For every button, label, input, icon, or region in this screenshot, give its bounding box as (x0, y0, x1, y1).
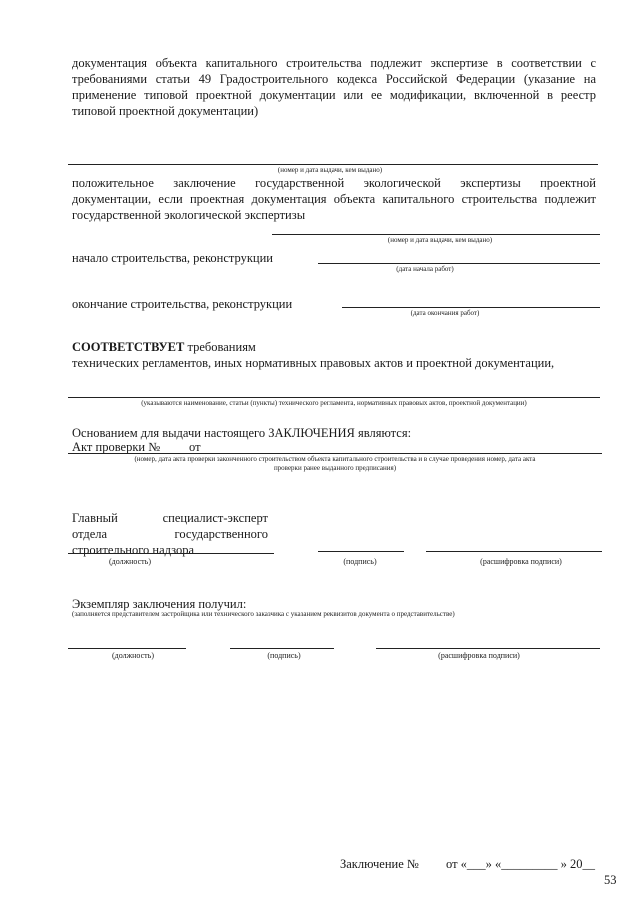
caption-expertise: (номер и дата выдачи, кем выдано) (277, 166, 383, 174)
footer-date: от «___» «_________ » 20__ (446, 857, 596, 871)
caption-complies: (указываются наименование, статьи (пункты) технического регламента, нормативных правовых актов, проектной документации) (141, 399, 527, 407)
complies-line-2: технических регламентов, иных нормативных правовых актов и проектной документации, (72, 356, 555, 370)
complies-line-1 (72, 339, 256, 355)
label-start: начало строительства, реконструкции (72, 251, 273, 265)
basis-title: Основанием для выдачи настоящего ЗАКЛЮЧЕНИЯ являются: (72, 426, 412, 440)
text-line: положительное заключение государственной экологической экспертизы проектной (72, 176, 596, 190)
text-line: государственной экологической экспертизы (72, 208, 306, 222)
caption-end: (дата окончания работ) (410, 309, 480, 317)
blank-line-end[interactable] (342, 307, 600, 308)
receiver-title: Экземпляр заключения получил: (72, 597, 247, 611)
signer-position-block (72, 510, 268, 558)
paragraph-ecology (72, 175, 596, 223)
signer-position-line[interactable] (68, 553, 274, 554)
caption-signer-signature: (подпись) (343, 557, 377, 566)
caption-receiver-decode: (расшифровка подписи) (438, 651, 520, 660)
caption-basis-2: проверки ранее выданного предписания) (273, 464, 397, 472)
receiver-position-line[interactable] (68, 648, 186, 649)
text-line: документации, если проектная документация объекта капитального строительства подлежит (72, 192, 596, 206)
blank-line-expertise[interactable] (68, 164, 598, 165)
caption-ecology: (номер и дата выдачи, кем выдано) (387, 236, 493, 244)
text-line: типовой проектной документации) (72, 104, 259, 118)
blank-line-ecology[interactable] (272, 234, 600, 235)
complies-keyword: СООТВЕТСТВУЕТ (72, 340, 185, 354)
signer-decode-line[interactable] (426, 551, 602, 552)
label-end: окончание строительства, реконструкции (72, 297, 293, 311)
signer-word-3: отдела (72, 527, 108, 541)
signer-word-2: специалист-эксперт (162, 511, 268, 525)
blank-line-complies[interactable] (68, 397, 600, 398)
blank-line-basis[interactable] (68, 453, 602, 454)
caption-signer-decode: (расшифровка подписи) (480, 557, 562, 566)
blank-line-start[interactable] (318, 263, 600, 264)
caption-start: (дата начала работ) (396, 265, 454, 273)
page-number: 53 (604, 873, 617, 887)
caption-receiver-position: (должность) (112, 651, 154, 660)
signer-word-4: государственного (174, 527, 268, 541)
signer-word-5: строительного надзора (72, 543, 195, 557)
caption-signer-position: (должность) (109, 557, 151, 566)
paragraph-expertise (72, 55, 596, 119)
receiver-note: (заполняется представителем застройщика или технического заказчика с указанием реквизитов документа о представительстве) (72, 610, 455, 618)
caption-basis-1: (номер, дата акта проверки законченного строительством объекта капитального строительства и в случае проведения номер, дата акта (134, 455, 536, 463)
receiver-decode-line[interactable] (376, 648, 600, 649)
complies-text: требованиям (187, 340, 256, 354)
basis-act-label: Акт проверки № (72, 440, 161, 454)
basis-from-label: от (189, 440, 201, 454)
signer-signature-line[interactable] (318, 551, 404, 552)
text-line: документация объекта капитального строительства подлежит экспертизе в соответствии с (72, 56, 596, 70)
caption-receiver-signature: (подпись) (267, 651, 301, 660)
receiver-signature-line[interactable] (230, 648, 334, 649)
footer-conclusion-number: Заключение № (340, 857, 419, 871)
text-line: применение типовой проектной документации или ее модификации, включенной в реестр (72, 88, 596, 102)
signer-word-1: Главный (72, 511, 118, 525)
text-line: требованиями статьи 49 Градостроительного кодекса Российской Федерации (указание на (72, 72, 596, 86)
